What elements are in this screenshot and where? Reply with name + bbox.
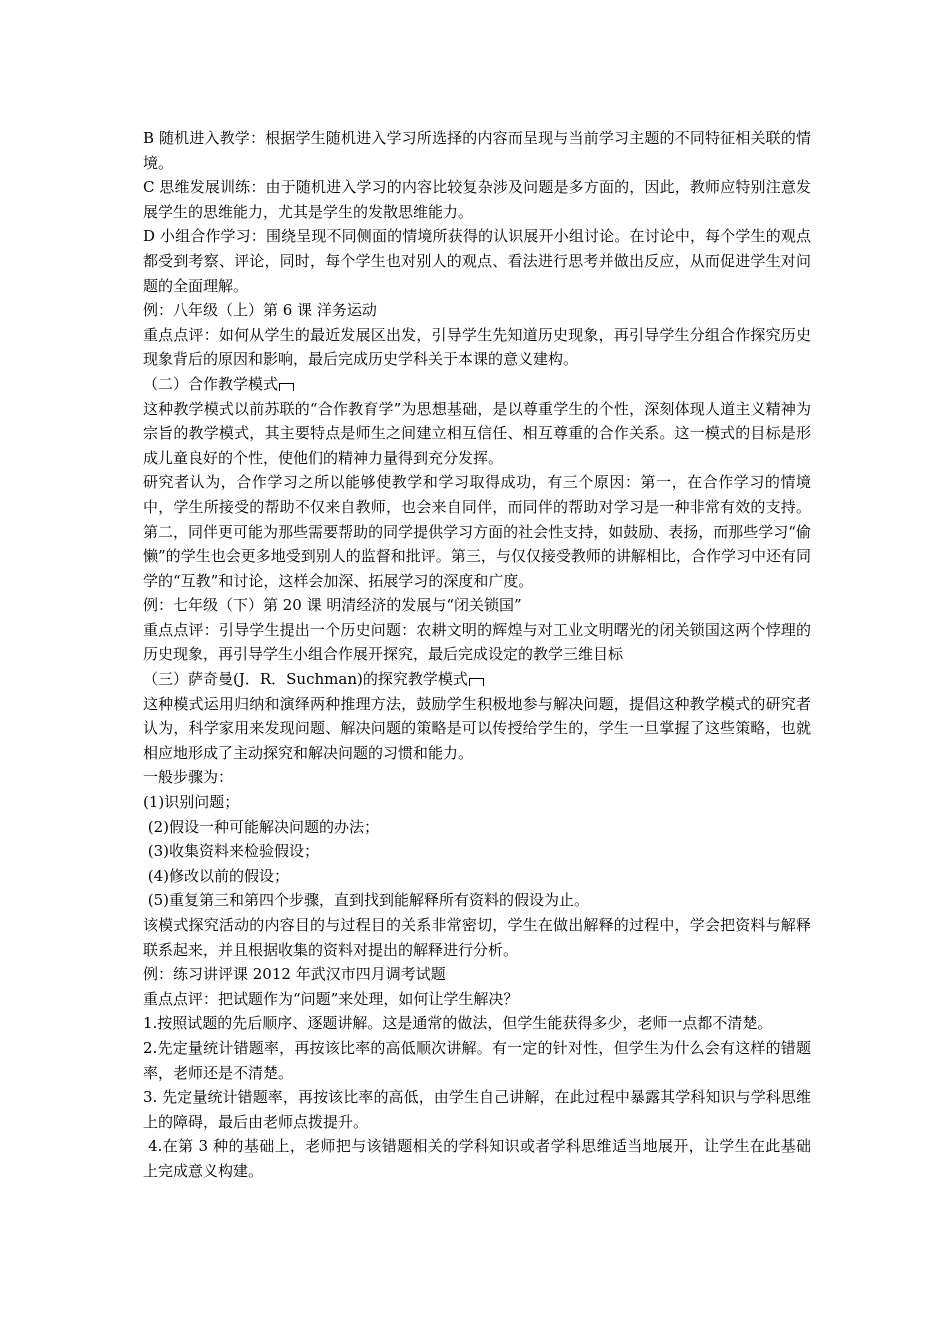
paragraph-thinking-training: C 思维发展训练：由于随机进入学习的内容比较复杂涉及问题是多方面的，因此，教师应特别注意发展学生的思维能力，尤其是学生的发散思维能力。 bbox=[143, 178, 811, 221]
paragraph-suchman-intro: 这种模式运用归纳和演绎两种推理方法，鼓励学生积极地参与解决问题，提倡这种教学模式的研究者认为，科学家用来发现问题、解决问题的策略是可以传授给学生的，学生一旦掌握了这些策略，也就相应地形成了主动探究和解决问题的习惯和能力。 bbox=[143, 694, 811, 762]
method-3: 3. 先定量统计错题率，再按该比率的高低，由学生自己讲解，在此过程中暴露其学科知识与学科思维上的障碍，最后由老师点拨提升。 bbox=[143, 1088, 811, 1131]
method-4: 4.在第 3 种的基础上，老师把与该错题相关的学科知识或者学科思维适当地展开，让学生在此基础上完成意义构建。 bbox=[143, 1137, 811, 1180]
step-2: (2)假设一种可能解决问题的办法； bbox=[143, 817, 380, 836]
section-heading-cooperative-model bbox=[143, 372, 811, 397]
paragraph-process-goal: 该模式探究活动的内容目的与过程目的关系非常密切，学生在做出解释的过程中，学会把资料与解释联系起来，并且根据收集的资料对提出的解释进行分析。 bbox=[143, 916, 811, 959]
comment-grade8: 重点点评：如何从学生的最近发展区出发，引导学生先知道历史现象，再引导学生分组合作探究历史现象背后的原因和影响，最后完成历史学科关于本课的意义建构。 bbox=[143, 325, 811, 369]
comment-review-lesson: 重点点评：把试题作为“问题”来处理，如何让学生解决？ bbox=[143, 989, 519, 1008]
section-heading-text: （二）合作教学模式 bbox=[143, 374, 279, 393]
comment-grade7: 重点点评：引导学生提出一个历史问题：农耕文明的辉煌与对工业文明曙光的闭关锁国这两个悖理的历史现象，再引导学生小组合作展开探究，最后完成设定的教学三维目标 bbox=[143, 620, 811, 664]
paragraph-three-reasons: 研究者认为，合作学习之所以能够使教学和学习取得成功，有三个原因：第一，在合作学习的情境中，学生所接受的帮助不仅来自教师，也会来自同伴，而同伴的帮助对学习是一种非常有效的支持。第二，同伴更可能为那些需要帮助的同学提供学习方面的社会性支持，如鼓励、表扬，而那些学习“偷懒”的学生也会更多地受到别人的监督和批评。第三，与仅仅接受教师的讲解相比，合作学习中还有同学的“互教”和讨论，这样会加深、拓展学习的深度和广度。 bbox=[143, 473, 811, 590]
method-2: 2.先定量统计错题率，再按该比率的高低顺次讲解。有一定的针对性，但学生为什么会有这样的错题率，老师还是不清楚。 bbox=[143, 1038, 811, 1082]
example-grade8-lesson6: 例：八年级（上）第 6 课 洋务运动 bbox=[143, 301, 377, 320]
paragraph-cooperative-model-intro: 这种教学模式以前苏联的“合作教育学”为思想基础，是以尊重学生的个性，深刻体现人道主义精神为宗旨的教学模式，其主要特点是师生之间建立相互信任、相互尊重的合作关系。这一模式的目标是形成儿童良好的个性，使他们的精神力量得到充分发挥。 bbox=[143, 399, 811, 467]
heading-bracket-mark-icon bbox=[469, 678, 484, 686]
document-body bbox=[143, 126, 811, 1184]
step-4: (4)修改以前的假设； bbox=[143, 866, 290, 885]
step-3: (3)收集资料来检验假设； bbox=[143, 842, 320, 861]
paragraph-group-cooperation: D 小组合作学习：围绕呈现不同侧面的情境所获得的认识展开小组讨论。在讨论中，每个学生的观点都受到考察、评论，同时，每个学生也对别人的观点、看法进行思考并做出反应，从而促进学生对问题的全面理解。 bbox=[143, 227, 811, 295]
step-5: (5)重复第三和第四个步骤，直到找到能解释所有资料的假设为止。 bbox=[143, 891, 590, 910]
steps-heading: 一般步骤为： bbox=[143, 768, 234, 787]
example-review-lesson: 例：练习讲评课 2012 年武汉市四月调考试题 bbox=[143, 965, 446, 984]
step-1: (1)识别问题； bbox=[143, 793, 240, 812]
paragraph-random-entry: B 随机进入教学：根据学生随机进入学习所选择的内容而呈现与当前学习主题的不同特征相关联的情境。 bbox=[143, 129, 811, 172]
section-heading-suchman-model bbox=[143, 667, 811, 692]
example-grade7-lesson20: 例：七年级（下）第 20 课 明清经济的发展与“闭关锁国” bbox=[143, 596, 522, 615]
section-heading-text: （三）萨奇曼(J．R．Suchman)的探究教学模式 bbox=[143, 670, 468, 689]
heading-bracket-mark-icon bbox=[279, 383, 294, 391]
method-1: 1.按照试题的先后顺序、逐题讲解。这是通常的做法，但学生能获得多少，老师一点都不清楚。 bbox=[143, 1014, 773, 1033]
